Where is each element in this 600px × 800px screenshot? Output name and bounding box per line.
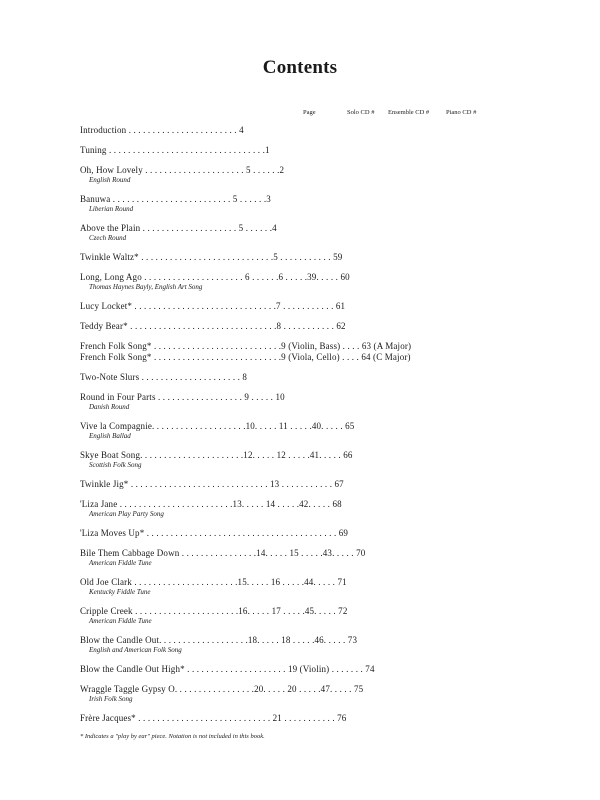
- toc-line: Tuning . . . . . . . . . . . . . . . . . . . . . . . . . . . . . . . . .1: [80, 145, 270, 155]
- toc-entry: [80, 635, 520, 655]
- header-solo: Solo CD #: [347, 109, 375, 116]
- toc-entry: [80, 528, 520, 539]
- toc-line: Wraggle Taggle Gypsy O. . . . . . . . . . . . . . . . .20. . . . . 20 . . . . .47. . . . . 75: [80, 684, 364, 694]
- toc-subtitle: Irish Folk Song: [89, 695, 133, 703]
- toc-subtitle: Kentucky Fiddle Tune: [89, 588, 151, 596]
- toc-subtitle: American Fiddle Tune: [89, 617, 152, 625]
- toc-entry: [80, 450, 520, 470]
- toc-line: Twinkle Jig* . . . . . . . . . . . . . . . . . . . . . . . . . . . . . 13 . . . . . . . . . . . 67: [80, 479, 344, 489]
- toc-entry: [80, 479, 520, 490]
- toc-entry: [80, 145, 520, 156]
- toc-entry: [80, 272, 520, 292]
- header-page: Page: [303, 109, 316, 116]
- header-piano: Piano CD #: [446, 109, 477, 116]
- toc-entry: [80, 223, 520, 243]
- toc-line: Lucy Locket* . . . . . . . . . . . . . . . . . . . . . . . . . . . . . .7 . . . . . . . . . . . 61: [80, 301, 346, 311]
- toc-subtitle: Thomas Haynes Bayly, English Art Song: [89, 283, 203, 291]
- toc-subtitle: American Fiddle Tune: [89, 559, 152, 567]
- toc-subtitle: Liberian Round: [89, 205, 134, 213]
- toc-line: Round in Four Parts . . . . . . . . . . . . . . . . . . 9 . . . . . 10: [80, 392, 285, 402]
- toc-subtitle: Czech Round: [89, 234, 127, 242]
- toc-entry: [80, 606, 520, 626]
- toc-subtitle: American Play Party Song: [89, 510, 164, 518]
- toc-line: Bile Them Cabbage Down . . . . . . . . . . . . . . . .14. . . . . 15 . . . . .43. . . . . 70: [80, 548, 366, 558]
- toc-entry: [80, 577, 520, 597]
- toc-entry: [80, 392, 520, 412]
- toc-line: French Folk Song* . . . . . . . . . . . . . . . . . . . . . . . . . . .9 (Violin, Bass) . . . . 63 (A Major): [80, 341, 412, 351]
- toc-entry: [80, 713, 520, 724]
- toc-line: Blow the Candle Out. . . . . . . . . . . . . . . . . . .18. . . . . 18 . . . . .46. . . . . 73: [80, 635, 358, 645]
- toc-entry: [80, 321, 520, 332]
- toc-subtitle: English and American Folk Song: [89, 646, 182, 654]
- toc-entry: [80, 684, 520, 704]
- column-headers: [0, 109, 600, 121]
- toc-line: Two-Note Slurs . . . . . . . . . . . . . . . . . . . . . 8: [80, 372, 248, 382]
- toc-entry: [80, 664, 520, 675]
- toc-line: Introduction . . . . . . . . . . . . . . . . . . . . . . . 4: [80, 125, 244, 135]
- toc-entry: [80, 252, 520, 263]
- toc-entry: [80, 301, 520, 312]
- header-ensemble: Ensemble CD #: [388, 109, 430, 116]
- toc-entry: [80, 194, 520, 214]
- toc-line: Frère Jacques* . . . . . . . . . . . . . . . . . . . . . . . . . . . . 21 . . . . . . . . . . . 76: [80, 713, 347, 723]
- toc-line: 'Liza Moves Up* . . . . . . . . . . . . . . . . . . . . . . . . . . . . . . . . . . . . . . . . 69: [80, 528, 349, 538]
- toc-entry: [80, 548, 520, 568]
- toc-line: Teddy Bear* . . . . . . . . . . . . . . . . . . . . . . . . . . . . . . .8 . . . . . . . . . . . 62: [80, 321, 346, 331]
- toc-entry: [80, 421, 520, 441]
- toc-line: Twinkle Waltz* . . . . . . . . . . . . . . . . . . . . . . . . . . . .5 . . . . . . . . . . . 59: [80, 252, 343, 262]
- toc-entry: [80, 372, 520, 383]
- toc-line: Blow the Candle Out High* . . . . . . . . . . . . . . . . . . . . . 19 (Violin) . . . . . . . 74: [80, 664, 375, 674]
- toc-line: Above the Plain . . . . . . . . . . . . . . . . . . . . 5 . . . . . .4: [80, 223, 277, 233]
- toc-subtitle: Danish Round: [89, 403, 130, 411]
- toc-line: Vive la Compagnie. . . . . . . . . . . . . . . . . . . .10. . . . . 11 . . . . .40. . . . . 65: [80, 421, 355, 431]
- toc-entry: [80, 499, 520, 519]
- toc-entry: [80, 165, 520, 185]
- toc-line: Old Joe Clark . . . . . . . . . . . . . . . . . . . . . .15. . . . . 16 . . . . .44. . . . . 71: [80, 577, 347, 587]
- footnote: * Indicates a "play by ear" piece. Notation is not included in this book.: [80, 733, 265, 740]
- toc-entry: [80, 341, 520, 363]
- page-title: Contents: [262, 57, 338, 78]
- toc-subtitle: English Round: [89, 176, 131, 184]
- toc-subtitle: English Ballad: [89, 432, 131, 440]
- toc-line: Skye Boat Song. . . . . . . . . . . . . . . . . . . . . .12. . . . . 12 . . . . .41. . . . . 66: [80, 450, 353, 460]
- toc-entry: [80, 125, 520, 136]
- contents-list: [80, 125, 520, 733]
- toc-subtitle: Scottish Folk Song: [89, 461, 142, 469]
- toc-line: Oh, How Lovely . . . . . . . . . . . . . . . . . . . . . 5 . . . . . .2: [80, 165, 285, 175]
- toc-line: Long, Long Ago . . . . . . . . . . . . . . . . . . . . . 6 . . . . . .6 . . . . .39. . . . . 60: [80, 272, 350, 282]
- toc-line: Cripple Creek . . . . . . . . . . . . . . . . . . . . . .16. . . . . 17 . . . . .45. . . . . 72: [80, 606, 348, 616]
- toc-line: 'Liza Jane . . . . . . . . . . . . . . . . . . . . . . . .13. . . . . 14 . . . . .42. . . . . 68: [80, 499, 342, 509]
- toc-line: Banuwa . . . . . . . . . . . . . . . . . . . . . . . . . 5 . . . . . .3: [80, 194, 271, 204]
- toc-line: French Folk Song* . . . . . . . . . . . . . . . . . . . . . . . . . . .9 (Viola, Cello) . . . . 64 (C Major): [80, 352, 411, 362]
